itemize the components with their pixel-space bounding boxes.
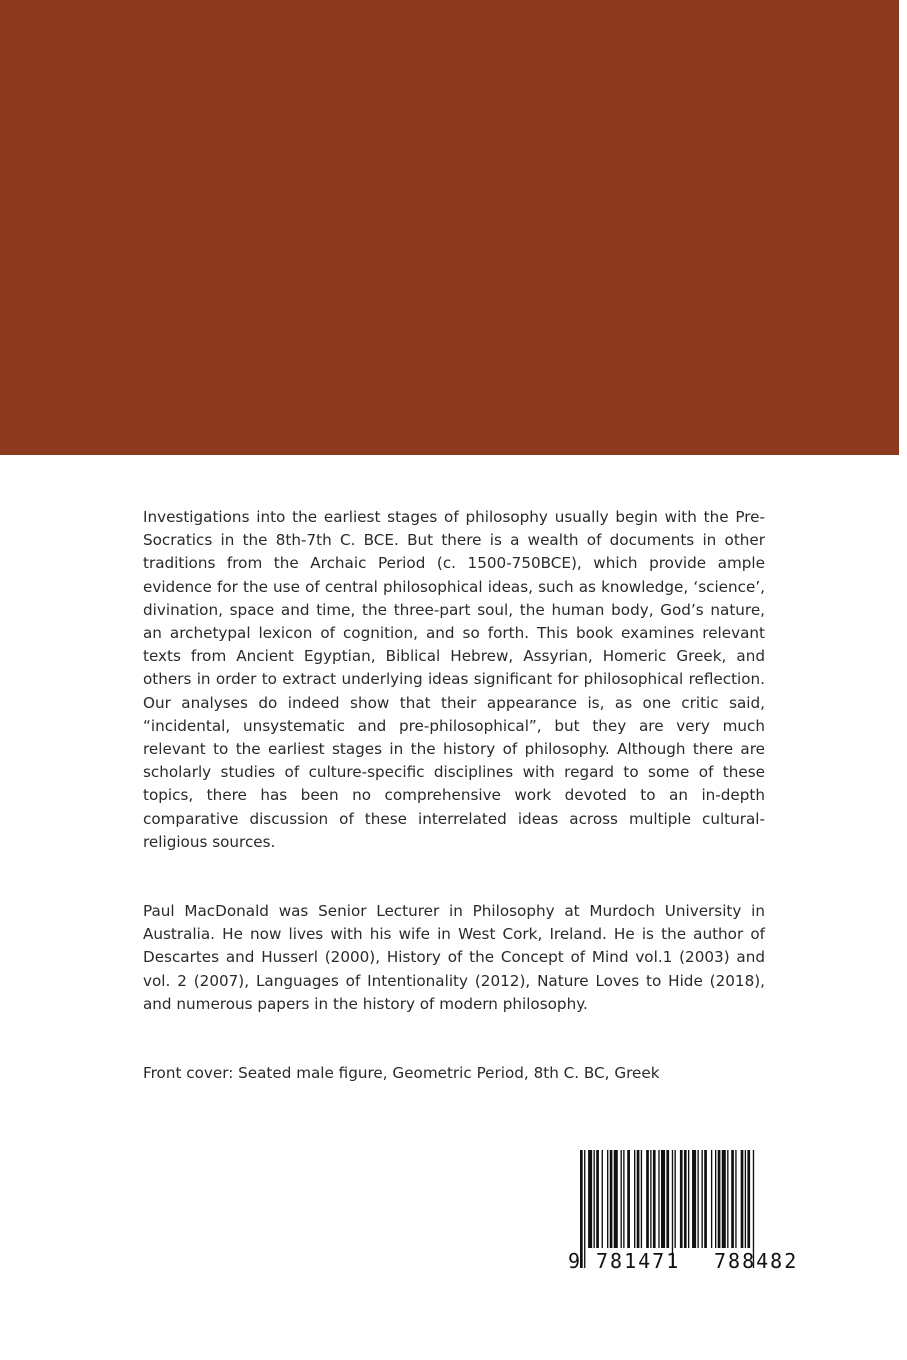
barcode-digits-left: 781471: [596, 1249, 681, 1273]
barcode-bar: [627, 1150, 630, 1248]
barcode-bar: [650, 1150, 651, 1248]
barcode-bar: [653, 1150, 656, 1248]
barcode-bar: [666, 1150, 669, 1248]
barcode-bar: [658, 1150, 659, 1248]
color-band: [0, 0, 899, 455]
barcode-bar: [641, 1150, 642, 1248]
barcode-bar: [637, 1150, 640, 1248]
barcode-bar: [680, 1150, 683, 1248]
barcode-bar: [646, 1150, 649, 1248]
barcode-bar: [602, 1150, 603, 1248]
barcode-bar: [584, 1150, 585, 1268]
barcode-bar: [661, 1150, 665, 1248]
barcode-bar: [684, 1150, 687, 1248]
barcode-bar: [731, 1150, 734, 1248]
barcode-bar: [688, 1150, 689, 1248]
barcode-bar: [607, 1150, 608, 1248]
barcode-bar: [580, 1150, 583, 1268]
barcode-bar: [727, 1150, 728, 1248]
front-cover-credit: Front cover: Seated male figure, Geometric Period, 8th C. BC, Greek: [143, 1064, 660, 1082]
book-blurb: Investigations into the earliest stages of philosophy usually begin with the Pre-Socratics in the 8th-7th C. BCE. But there is a wealth of documents in other traditions from the Archaic Period (c. 1500-750BCE), which provide ample evidence for the use of central philosophical ideas, such as knowledge, ‘science’, divination, space and time, the three-part soul, the human body, God’s nature, an archetypal lexicon of cognition, and so forth. This book examines relevant texts from Ancient Egyptian, Biblical Hebrew, Assyrian, Homeric Greek, and others in order to extract underlying ideas significant for philosophical reflection. Our analyses do indeed show that their appearance is, as one critic said, “incidental, unsystematic and pre-philosophical”, but they are very much relevant to the earliest stages in the history of philosophy. Although there are scholarly studies of culture-specific disciplines with regard to some of these topics, there has been no comprehensive work devoted to an in-depth comparative discussion of these interrelated ideas across multiple cultural-religious sources.: [143, 508, 765, 851]
barcode-bar: [741, 1150, 744, 1248]
barcode-digit-prefix: 9: [568, 1249, 581, 1273]
barcode-bar: [711, 1150, 712, 1248]
barcode-bar: [621, 1150, 622, 1248]
barcode-bar: [704, 1150, 707, 1248]
barcode-bar: [588, 1150, 592, 1248]
barcode-bar: [718, 1150, 721, 1248]
barcode-bar: [675, 1150, 676, 1248]
barcode-bar: [594, 1150, 595, 1248]
barcode-bar: [747, 1150, 750, 1248]
barcode-bar: [692, 1150, 696, 1248]
barcode-bar: [722, 1150, 726, 1248]
isbn-barcode: [562, 1148, 820, 1278]
barcode-digits-right: 788482: [714, 1249, 799, 1273]
barcode-bar: [634, 1150, 635, 1248]
barcode-bar: [614, 1150, 618, 1248]
barcode-bar: [745, 1150, 746, 1248]
barcode-bar: [596, 1150, 599, 1248]
barcode-bar: [715, 1150, 716, 1248]
barcode-bar: [623, 1150, 624, 1248]
barcode-bar: [735, 1150, 736, 1248]
barcode-bar: [702, 1150, 703, 1248]
barcode-bar: [697, 1150, 698, 1248]
author-bio: Paul MacDonald was Senior Lecturer in Philosophy at Murdoch University in Australia. He now lives with his wife in West Cork, Ireland. He is the author of Descartes and Husserl (2000), History of the Concept of Mind vol.1 (2003) and vol. 2 (2007), Languages of Intentionality (2012), Nature Loves to Hide (2018), and numerous papers in the history of modern philosophy.: [143, 902, 765, 1013]
barcode-bar: [610, 1150, 613, 1248]
